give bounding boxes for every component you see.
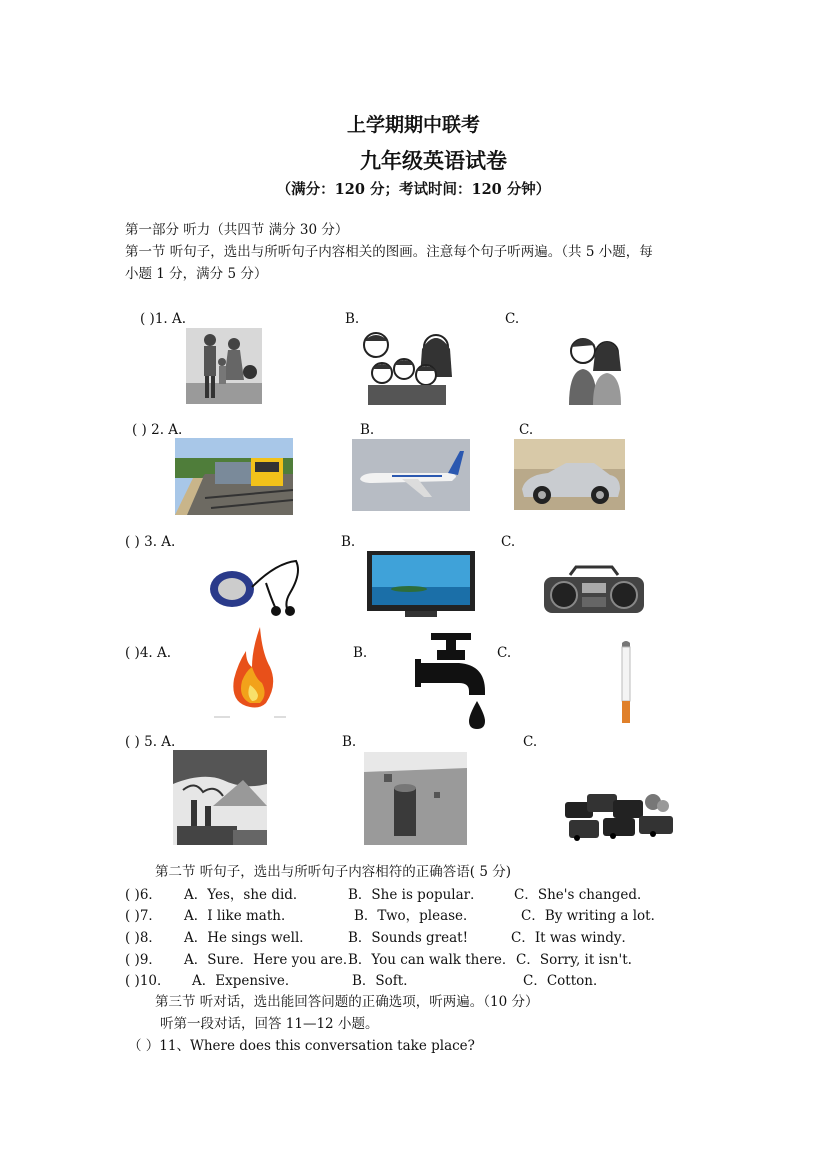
- radio-picture: [540, 563, 648, 617]
- question-4-number: ( )4. A.: [125, 645, 172, 661]
- option-label: B.: [360, 422, 375, 438]
- family-portrait-picture: [354, 327, 458, 405]
- option-label: B.: [345, 311, 360, 327]
- section3-heading: 第三节 听对话，选出能回答问题的正确选项，听两遍。（10 分）: [155, 994, 539, 1010]
- option-a: A．Yes，she did．: [184, 887, 307, 903]
- question-number: ( )6．: [125, 887, 162, 903]
- section1-instruction: 第一节 听句子，选出与所听句子内容相关的图画。注意每个句子听两遍。（共 5 小题，每: [125, 244, 653, 260]
- option-c: C．By writing a lot．: [521, 908, 665, 924]
- water-tap-picture: [415, 633, 488, 731]
- option-c: C．She's changed．: [514, 887, 651, 903]
- option-b: B．Soft．: [352, 973, 417, 989]
- option-a: A．He sings well．: [184, 930, 313, 946]
- section1-instruction-cont: 小题 1 分，满分 5 分）: [125, 266, 268, 282]
- mp3-player-picture: [206, 553, 310, 617]
- option-label: C.: [505, 311, 520, 327]
- option-label: C.: [519, 422, 534, 438]
- question-number: ( )8．: [125, 930, 162, 946]
- section2-heading: 第二节 听句子，选出与所听句子内容相符的正确答语( 5 分): [155, 864, 511, 880]
- part1-heading: 第一部分 听力（共四节 满分 30 分）: [125, 222, 349, 238]
- question-number: ( )9．: [125, 952, 162, 968]
- cigarette-picture: [619, 639, 633, 724]
- exam-subtitle: 九年级英语试卷: [360, 148, 507, 173]
- question-2-number: ( ) 2. A.: [132, 422, 183, 438]
- option-label: B.: [341, 534, 356, 550]
- section3-subheading: 听第一段对话，回答 11—12 小题。: [160, 1016, 379, 1032]
- option-c: C．Sorry, it isn't.: [516, 952, 632, 968]
- option-b: B．She is popular．: [348, 887, 484, 903]
- airplane-picture: [352, 439, 470, 511]
- question-5-number: ( ) 5. A.: [125, 734, 176, 750]
- option-c: C．It was windy．: [511, 930, 636, 946]
- option-a: A．I like math．: [184, 908, 295, 924]
- sports-car-picture: [514, 439, 625, 510]
- option-b: B．Two，please．: [354, 908, 477, 924]
- couple-picture: [565, 327, 623, 405]
- option-label: C.: [523, 734, 538, 750]
- option-label: B.: [342, 734, 357, 750]
- option-a: A．Sure．Here you are．: [184, 952, 357, 968]
- question-3-number: ( ) 3. A.: [125, 534, 176, 550]
- traffic-jam-picture: [563, 792, 676, 842]
- option-label: C.: [497, 645, 512, 661]
- tree-stumps-picture: [364, 752, 467, 845]
- family-walking-picture: [186, 328, 262, 404]
- factory-pollution-picture: [173, 750, 267, 845]
- tv-picture: [365, 549, 477, 621]
- option-b: B．Sounds great!: [348, 930, 469, 946]
- option-b: B．You can walk there．: [348, 952, 516, 968]
- option-a: A．Expensive．: [192, 973, 299, 989]
- question-1-number: ( )1. A.: [140, 311, 187, 327]
- fire-picture: [212, 623, 290, 721]
- option-label: B.: [353, 645, 368, 661]
- option-label: C.: [501, 534, 516, 550]
- question-11: （ ）11、Where does this conversation take place?: [128, 1038, 475, 1054]
- train-picture: [175, 438, 293, 515]
- question-number: ( )7．: [125, 908, 162, 924]
- score-info: （满分：120 分；考试时间：120 分钟）: [276, 181, 551, 198]
- exam-title: 上学期期中联考: [346, 114, 480, 136]
- question-number: ( )10．: [125, 973, 171, 989]
- option-c: C．Cotton．: [523, 973, 607, 989]
